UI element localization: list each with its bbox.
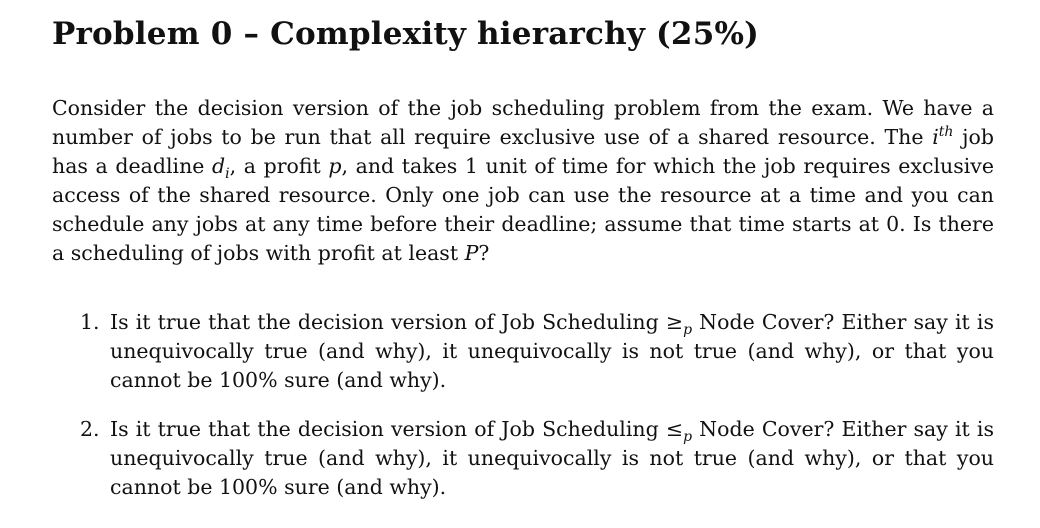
- question-number: 2.: [80, 417, 100, 441]
- intro-text-2: job has a deadline: [52, 125, 994, 178]
- intro-text-1: Consider the decision version of the job scheduling problem from the exam. We have a number of jobs to be run that all require exclusive use of a shared resource. The: [52, 96, 994, 149]
- document-page: [52, 12, 994, 522]
- problem-description: [52, 94, 994, 268]
- math-th-superscript: th: [938, 124, 954, 141]
- problem-title: Problem 0 – Complexity hierarchy (25%): [52, 16, 759, 52]
- relation-symbol: ≤: [665, 417, 684, 441]
- question-list: [52, 308, 994, 502]
- question-text-before: Is it true that the decision version of Job Scheduling: [110, 310, 666, 334]
- question-item-1: [52, 308, 994, 395]
- question-text-after: Node Cover? Either say it is unequivocally true (and why), it unequivocally is not true (and why), or that you cannot be 100% sure (and why).: [110, 417, 994, 499]
- question-text-after: Node Cover? Either say it is unequivocally true (and why), it unequivocally is not true (and why), or that you cannot be 100% sure (and why).: [110, 310, 994, 392]
- intro-text-3: , a profit: [229, 154, 329, 178]
- math-P: P: [464, 241, 479, 265]
- relation-subscript: p: [683, 429, 693, 446]
- relation-subscript: p: [683, 322, 693, 339]
- relation-symbol: ≥: [665, 310, 684, 334]
- intro-text-5: ?: [478, 241, 490, 265]
- math-p: p: [328, 154, 342, 178]
- math-d: d: [212, 154, 226, 178]
- intro-text-4: , and takes 1 unit of time for which the job requires exclusive access of the shared resource. Only one job can use the resource at a time and you can schedule any jobs at any time before their deadline; assume that time starts at 0. Is there a scheduling of jobs with profit at least: [52, 154, 994, 265]
- question-number: 1.: [80, 310, 100, 334]
- math-d-subscript: i: [225, 166, 230, 183]
- question-item-2: [52, 415, 994, 502]
- question-text-before: Is it true that the decision version of Job Scheduling: [110, 417, 666, 441]
- math-i: i: [932, 125, 939, 149]
